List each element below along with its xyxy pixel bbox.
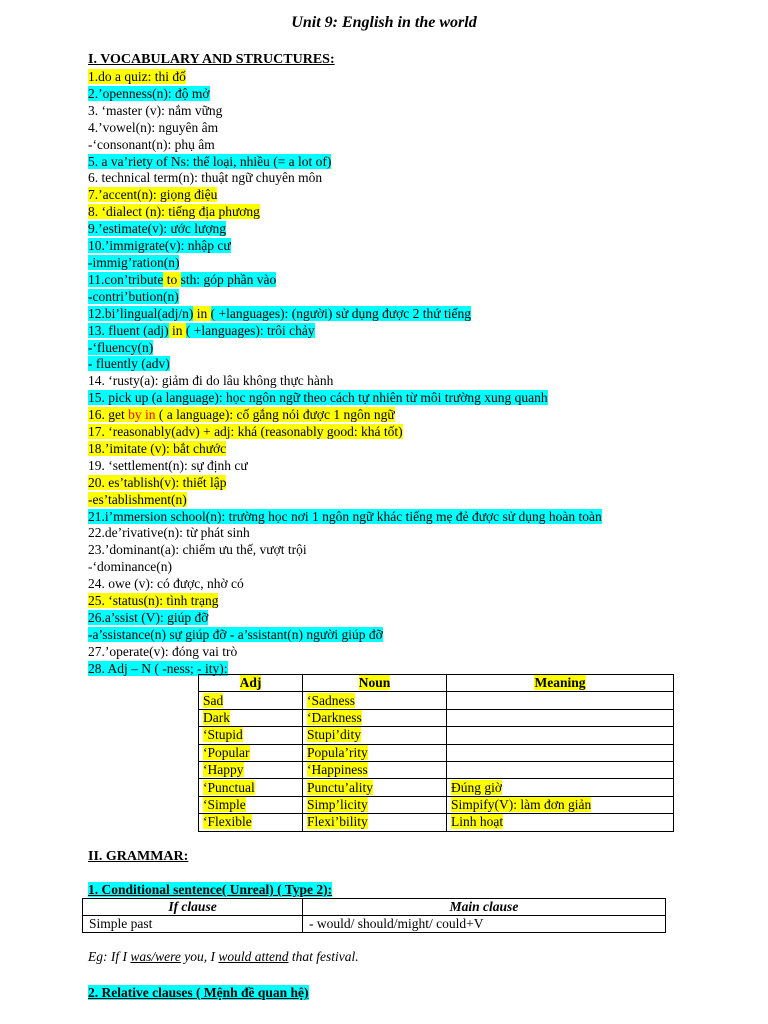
table-header: Main clause [303,899,666,916]
relative-clauses-heading: 2. Relative clauses ( Mệnh đề quan hệ) [88,985,309,1000]
table-cell: Đúng giờ [447,779,674,796]
vocab-item: -‘dominance(n) [88,559,172,575]
table-cell [447,761,674,778]
table-cell [447,727,674,744]
table-row [199,761,674,778]
table-cell: Dark [199,709,303,726]
vocabulary-list [88,69,602,678]
vocab-item: 11.con’tribute to sth: góp phần vào [88,271,277,287]
vocab-item: 12.bi’lingual(adj/n) in ( +languages): (người) sử dụng được 2 thứ tiếng [88,305,471,321]
vocab-item: 13. fluent (adj) in ( +languages): trôi chảy [88,322,315,338]
table-row [199,744,674,761]
vocab-item: -‘consonant(n): phụ âm [88,136,215,152]
vocab-item: 16. get by in ( a language): cố gắng nói được 1 ngôn ngữ [88,407,395,423]
table-header-row [83,899,666,916]
vocab-item: 10.’immigrate(v): nhập cư [88,238,231,254]
table-cell [447,744,674,761]
table-cell: Stupi’dity [303,727,447,744]
table-cell: ‘Happiness [303,761,447,778]
table-cell: Sad [199,692,303,709]
table-cell: Simp’licity [303,796,447,813]
vocab-item: 7.’accent(n): giọng điệu [88,187,218,203]
vocab-item: -a’ssistance(n) sự giúp đỡ - a’ssistant(n) người giúp đỡ [88,626,383,642]
vocab-item: 5. a va’riety of Ns: thể loại, nhiều (= a lot of) [88,153,332,169]
table-row [199,727,674,744]
table-cell: Simple past [83,916,303,933]
table-cell: ‘Darkness [303,709,447,726]
table-cell: ‘Simple [199,796,303,813]
table-row [199,709,674,726]
vocab-item: 4.’vowel(n): nguyên âm [88,119,219,135]
vocab-item: 3. ‘master (v): nắm vững [88,102,223,118]
table-header: If clause [83,899,303,916]
vocab-item: -contri’bution(n) [88,288,179,304]
vocab-item: 19. ‘settlement(n): sự định cư [88,457,248,473]
vocab-item: 21.i’mmersion school(n): trường học nơi 1 ngôn ngữ khác tiếng mẹ đẻ được sử dụng hoàn toàn [88,508,602,524]
section-vocabulary-heading: I. VOCABULARY AND STRUCTURES: [88,52,335,67]
table-cell [447,709,674,726]
table-cell: Linh hoạt [447,814,674,831]
table-row [199,779,674,796]
vocab-item: 23.’dominant(a): chiếm ưu thế, vượt trội [88,542,307,558]
adj-noun-table [198,674,674,832]
section-grammar-heading: II. GRAMMAR: [88,849,189,864]
table-cell: Punctu’ality [303,779,447,796]
vocab-item: 15. pick up (a language): học ngôn ngữ theo cách tự nhiên từ môi trường xung quanh [88,390,548,406]
table-cell: Popula’rity [303,744,447,761]
vocab-item: 20. es’tablish(v): thiết lập [88,474,227,490]
table-row [199,814,674,831]
vocab-item: -immig’ration(n) [88,254,180,270]
vocab-item: 22.de’rivative(n): từ phát sinh [88,525,250,541]
vocab-item: 26.a’ssist (V): giúp đỡ [88,610,209,625]
vocab-item: 28. Adj – N ( -ness; - ity): [88,660,228,676]
table-cell: ‘Sadness [303,692,447,709]
vocab-item: 1.do a quiz: thi đố [88,69,186,84]
table-cell: ‘Flexible [199,814,303,831]
vocab-item: 14. ‘rusty(a): giảm đi do lâu không thực hành [88,373,334,389]
table-row [83,916,666,933]
vocab-item: 17. ‘reasonably(adv) + adj: khá (reasonably good: khá tốt) [88,424,403,440]
vocab-item: 24. owe (v): có được, nhờ có [88,576,244,592]
vocab-item: 8. ‘dialect (n): tiếng địa phương [88,204,260,220]
vocab-item: -es’tablishment(n) [88,491,187,507]
table-cell: ‘Stupid [199,727,303,744]
table-row [199,692,674,709]
table-header-row [199,675,674,692]
table-header: Noun [303,675,447,692]
conditional-table [82,898,666,933]
vocab-item: 2.’openness(n): độ mở [88,85,210,101]
table-row [199,796,674,813]
table-cell: ‘Punctual [199,779,303,796]
table-cell: Simpify(V): làm đơn giản [447,796,674,813]
table-cell: ‘Popular [199,744,303,761]
vocab-item: 27.’operate(v): đóng vai trò [88,643,238,659]
table-cell: - would/ should/might/ could+V [303,916,666,933]
vocab-item: - fluently (adv) [88,356,170,372]
page-title: Unit 9: English in the world [291,14,477,31]
table-cell: Flexi’bility [303,814,447,831]
example-sentence: Eg: If I was/were you, I would attend that festival. [88,949,359,964]
vocab-item: 9.’estimate(v): ước lượng [88,221,226,237]
table-header: Meaning [447,675,674,692]
vocab-item: 25. ‘status(n): tình trạng [88,593,219,609]
vocab-item: -‘fluency(n) [88,339,154,355]
vocab-item: 6. technical term(n): thuật ngữ chuyên môn [88,170,323,186]
conditional-heading: 1. Conditional sentence( Unreal) ( Type 2): [88,882,333,897]
table-cell: ‘Happy [199,761,303,778]
vocab-item: 18.’imitate (v): bắt chước [88,440,227,456]
table-cell [447,692,674,709]
table-header: Adj [199,675,303,692]
